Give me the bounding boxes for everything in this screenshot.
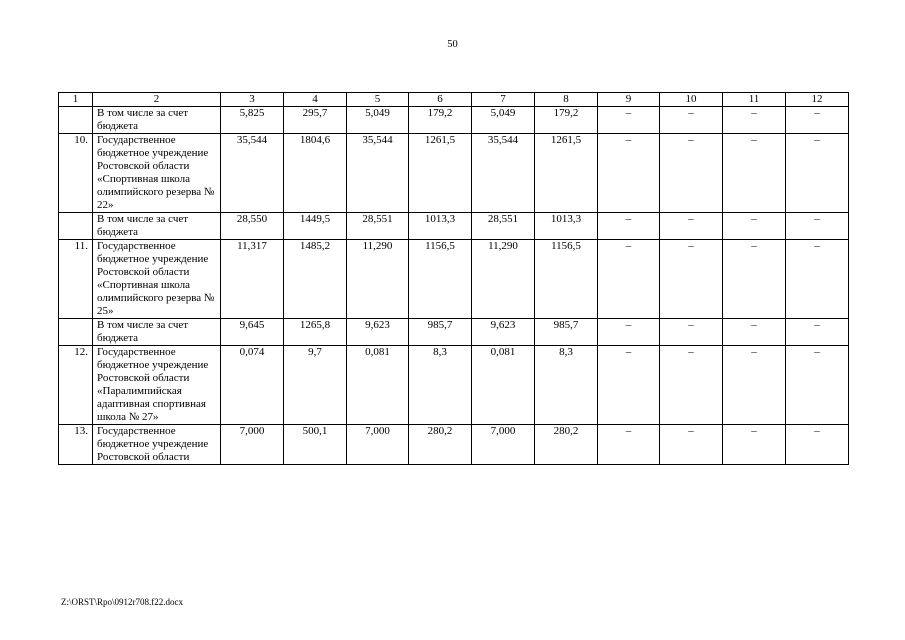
value-cell: – — [660, 346, 723, 425]
value-cell: 0,074 — [221, 346, 284, 425]
value-cell: 1261,5 — [409, 134, 472, 213]
value-cell: 28,550 — [221, 213, 284, 240]
column-header: 2 — [93, 93, 221, 107]
value-cell: 1156,5 — [409, 240, 472, 319]
institution-name: В том числе за счет бюджета — [93, 319, 221, 346]
value-cell: – — [723, 213, 786, 240]
value-cell: 9,645 — [221, 319, 284, 346]
institution-name: Государственное бюджетное учреждение Ростовской области «Спортивная школа олимпийского резерва № 25» — [93, 240, 221, 319]
value-cell: 9,7 — [284, 346, 347, 425]
value-cell: – — [598, 107, 660, 134]
row-number — [59, 319, 93, 346]
value-cell: 5,049 — [472, 107, 535, 134]
row-number — [59, 213, 93, 240]
institution-name: Государственное бюджетное учреждение Ростовской области «Спортивная школа олимпийского резерва № 22» — [93, 134, 221, 213]
column-header: 1 — [59, 93, 93, 107]
value-cell: 7,000 — [347, 425, 409, 465]
column-header: 9 — [598, 93, 660, 107]
value-cell: 11,290 — [472, 240, 535, 319]
value-cell: 500,1 — [284, 425, 347, 465]
value-cell: 35,544 — [472, 134, 535, 213]
value-cell: 28,551 — [347, 213, 409, 240]
table-header-row — [59, 93, 849, 107]
value-cell: 11,317 — [221, 240, 284, 319]
institution-name: В том числе за счет бюджета — [93, 107, 221, 134]
page-number: 50 — [447, 39, 458, 50]
value-cell: 280,2 — [409, 425, 472, 465]
value-cell: 1156,5 — [535, 240, 598, 319]
value-cell: 280,2 — [535, 425, 598, 465]
value-cell: – — [660, 240, 723, 319]
row-number: 13. — [59, 425, 93, 465]
value-cell: 1013,3 — [535, 213, 598, 240]
value-cell: – — [723, 319, 786, 346]
value-cell: 5,049 — [347, 107, 409, 134]
table-row — [59, 425, 849, 465]
value-cell: 179,2 — [409, 107, 472, 134]
value-cell: 35,544 — [347, 134, 409, 213]
table-row — [59, 134, 849, 213]
value-cell: 985,7 — [409, 319, 472, 346]
institution-name: Государственное бюджетное учреждение Ростовской области «Паралимпийская адаптивная спортивная школа № 27» — [93, 346, 221, 425]
value-cell: 1261,5 — [535, 134, 598, 213]
value-cell: – — [786, 134, 849, 213]
value-cell: 9,623 — [347, 319, 409, 346]
value-cell: – — [786, 319, 849, 346]
row-number: 10. — [59, 134, 93, 213]
value-cell: 1449,5 — [284, 213, 347, 240]
value-cell: 179,2 — [535, 107, 598, 134]
value-cell: – — [786, 346, 849, 425]
value-cell: – — [660, 213, 723, 240]
value-cell: – — [598, 134, 660, 213]
budget-table — [58, 92, 849, 465]
value-cell: 5,825 — [221, 107, 284, 134]
value-cell: – — [598, 319, 660, 346]
value-cell: 28,551 — [472, 213, 535, 240]
value-cell: – — [598, 240, 660, 319]
value-cell: 1804,6 — [284, 134, 347, 213]
column-header: 4 — [284, 93, 347, 107]
row-number: 11. — [59, 240, 93, 319]
value-cell: – — [660, 107, 723, 134]
value-cell: 7,000 — [472, 425, 535, 465]
column-header: 10 — [660, 93, 723, 107]
table-row — [59, 319, 849, 346]
value-cell: 35,544 — [221, 134, 284, 213]
column-header: 8 — [535, 93, 598, 107]
column-header: 3 — [221, 93, 284, 107]
value-cell: 985,7 — [535, 319, 598, 346]
value-cell: 9,623 — [472, 319, 535, 346]
value-cell: – — [660, 134, 723, 213]
value-cell: – — [723, 134, 786, 213]
row-number — [59, 107, 93, 134]
row-number: 12. — [59, 346, 93, 425]
value-cell: – — [723, 240, 786, 319]
value-cell: – — [723, 425, 786, 465]
value-cell: – — [723, 346, 786, 425]
value-cell: – — [598, 425, 660, 465]
value-cell: 0,081 — [347, 346, 409, 425]
value-cell: 8,3 — [535, 346, 598, 425]
table-row — [59, 213, 849, 240]
value-cell: – — [786, 425, 849, 465]
table-row — [59, 107, 849, 134]
table-row — [59, 240, 849, 319]
value-cell: – — [660, 425, 723, 465]
value-cell: – — [786, 213, 849, 240]
column-header: 6 — [409, 93, 472, 107]
value-cell: 0,081 — [472, 346, 535, 425]
value-cell: 295,7 — [284, 107, 347, 134]
value-cell: 8,3 — [409, 346, 472, 425]
column-header: 12 — [786, 93, 849, 107]
value-cell: 1265,8 — [284, 319, 347, 346]
institution-name: В том числе за счет бюджета — [93, 213, 221, 240]
value-cell: 1485,2 — [284, 240, 347, 319]
value-cell: 7,000 — [221, 425, 284, 465]
footer-file-path: Z:\ORST\Rpo\0912r708.f22.docx — [61, 597, 183, 607]
value-cell: – — [660, 319, 723, 346]
institution-name: Государственное бюджетное учреждение Ростовской области — [93, 425, 221, 465]
value-cell: – — [598, 213, 660, 240]
value-cell: – — [723, 107, 786, 134]
table-row — [59, 346, 849, 425]
value-cell: – — [786, 240, 849, 319]
value-cell: – — [786, 107, 849, 134]
column-header: 5 — [347, 93, 409, 107]
value-cell: – — [598, 346, 660, 425]
value-cell: 1013,3 — [409, 213, 472, 240]
column-header: 11 — [723, 93, 786, 107]
value-cell: 11,290 — [347, 240, 409, 319]
column-header: 7 — [472, 93, 535, 107]
